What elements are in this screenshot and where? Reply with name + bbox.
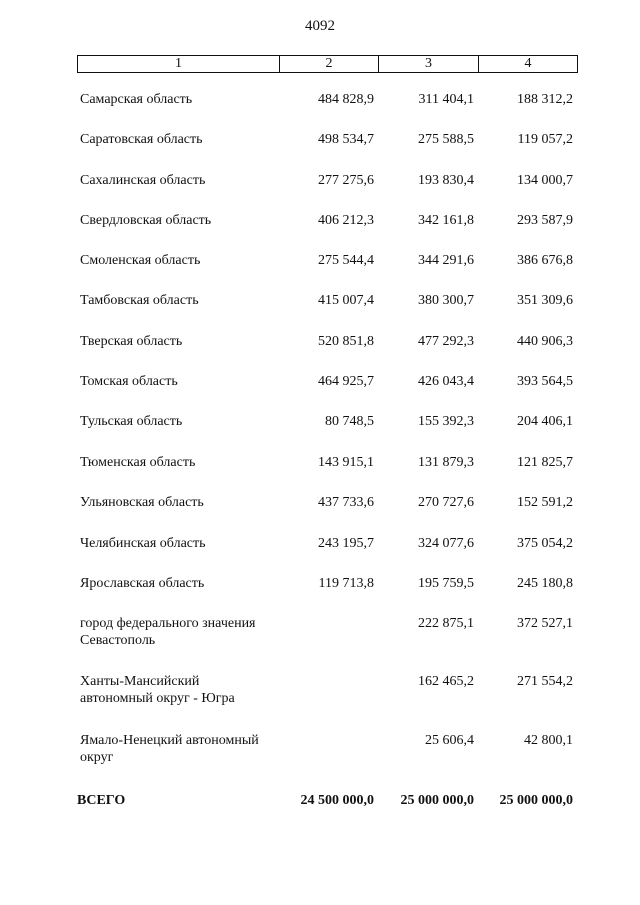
region-name: Тульская область <box>80 414 183 429</box>
value-col-2: 415 007,4 <box>318 293 374 308</box>
total-label: ВСЕГО <box>77 793 126 808</box>
total-col-3: 25 000 000,0 <box>400 793 474 808</box>
value-col-2: 520 851,8 <box>318 334 374 349</box>
value-col-4: 134 000,7 <box>517 173 573 188</box>
value-col-3: 193 830,4 <box>418 173 474 188</box>
value-col-3: 344 291,6 <box>418 253 474 268</box>
region-name: Ямало-Ненецкий автономный округ <box>80 733 259 765</box>
value-col-3: 270 727,6 <box>418 495 474 510</box>
column-header-3: 3 <box>379 56 479 73</box>
region-name: Сахалинская область <box>80 173 206 188</box>
value-col-2: 275 544,4 <box>318 253 374 268</box>
value-col-4: 393 564,5 <box>517 374 573 389</box>
value-col-3: 25 606,4 <box>425 733 474 748</box>
value-col-4: 188 312,2 <box>517 92 573 107</box>
value-col-3: 311 404,1 <box>418 92 474 107</box>
value-col-4: 375 054,2 <box>517 536 573 551</box>
value-col-2: 464 925,7 <box>318 374 374 389</box>
value-col-3: 426 043,4 <box>418 374 474 389</box>
page-number: 4092 <box>305 18 335 34</box>
value-col-4: 204 406,1 <box>517 414 573 429</box>
column-header-4: 4 <box>479 56 578 73</box>
total-col-2: 24 500 000,0 <box>300 793 374 808</box>
value-col-2: 143 915,1 <box>318 455 374 470</box>
value-col-2: 243 195,7 <box>318 536 374 551</box>
value-col-4: 42 800,1 <box>524 733 573 748</box>
column-header-table <box>77 55 578 73</box>
value-col-4: 440 906,3 <box>517 334 573 349</box>
value-col-2: 437 733,6 <box>318 495 374 510</box>
region-name: Саратовская область <box>80 132 203 147</box>
region-name: Самарская область <box>80 92 193 107</box>
region-name: город федерального значения Севастополь <box>80 616 256 648</box>
value-col-2: 498 534,7 <box>318 132 374 147</box>
value-col-3: 162 465,2 <box>418 674 474 689</box>
column-header-row <box>78 56 578 73</box>
region-name: Ульяновская область <box>80 495 204 510</box>
value-col-2: 484 828,9 <box>318 92 374 107</box>
region-name: Смоленская область <box>80 253 201 268</box>
value-col-4: 351 309,6 <box>517 293 573 308</box>
value-col-4: 372 527,1 <box>517 616 573 631</box>
value-col-4: 245 180,8 <box>517 576 573 591</box>
value-col-3: 275 588,5 <box>418 132 474 147</box>
value-col-3: 155 392,3 <box>418 414 474 429</box>
column-header-1: 1 <box>78 56 280 73</box>
value-col-2: 277 275,6 <box>318 173 374 188</box>
value-col-2: 119 713,8 <box>318 576 374 591</box>
value-col-2: 80 748,5 <box>325 414 374 429</box>
value-col-4: 293 587,9 <box>517 213 573 228</box>
region-name: Тюменская область <box>80 455 196 470</box>
region-name: Свердловская область <box>80 213 212 228</box>
value-col-4: 121 825,7 <box>517 455 573 470</box>
region-name: Ханты-Мансийский автономный округ - Югра <box>80 674 235 706</box>
value-col-3: 131 879,3 <box>418 455 474 470</box>
value-col-3: 342 161,8 <box>418 213 474 228</box>
value-col-3: 222 875,1 <box>418 616 474 631</box>
region-name: Челябинская область <box>80 536 206 551</box>
value-col-3: 324 077,6 <box>418 536 474 551</box>
region-name: Ярославская область <box>80 576 205 591</box>
value-col-3: 380 300,7 <box>418 293 474 308</box>
region-name: Тамбовская область <box>80 293 199 308</box>
value-col-4: 271 554,2 <box>517 674 573 689</box>
region-name: Тверская область <box>80 334 183 349</box>
value-col-3: 195 759,5 <box>418 576 474 591</box>
value-col-4: 119 057,2 <box>517 132 573 147</box>
column-header-2: 2 <box>280 56 379 73</box>
region-name: Томская область <box>80 374 178 389</box>
value-col-2: 406 212,3 <box>318 213 374 228</box>
value-col-3: 477 292,3 <box>418 334 474 349</box>
total-col-4: 25 000 000,0 <box>499 793 573 808</box>
value-col-4: 386 676,8 <box>517 253 573 268</box>
value-col-4: 152 591,2 <box>517 495 573 510</box>
